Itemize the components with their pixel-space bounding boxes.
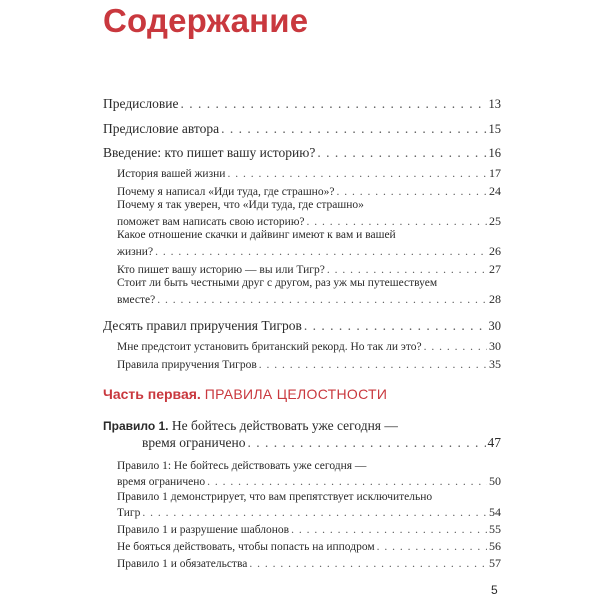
toc-leader-dots (317, 145, 486, 161)
part-label: Часть первая. (103, 386, 201, 402)
toc-page-number: 16 (488, 146, 501, 160)
toc-page-number: 26 (489, 244, 501, 258)
toc-entry-label: Правила приручения Тигров (117, 359, 257, 371)
toc-entry-rule-1[interactable] (142, 435, 501, 451)
toc-page-number: 30 (489, 339, 501, 353)
toc-entry-introduction[interactable] (103, 145, 501, 161)
toc-entry-label: Правило 1 и обязательства (117, 558, 248, 570)
toc-subentry[interactable] (117, 214, 501, 229)
toc-page-number: 50 (489, 474, 501, 488)
toc-entry-first-line: Правило 1 демонстрирует, что вам препятствует исключительно (117, 491, 433, 503)
part-heading[interactable] (103, 386, 387, 402)
toc-subentry[interactable] (117, 184, 501, 199)
toc-entry-label: Предисловие (103, 96, 179, 111)
toc-entry-label: Мне предстоит установить британский рекорд. Но так ли это? (117, 341, 422, 353)
toc-entry-label: Предисловие автора (103, 121, 220, 136)
rule-title-line2: время ограничено (142, 435, 246, 450)
toc-page-number: 27 (489, 262, 501, 276)
toc-entry-label: Правило 1 и разрушение шаблонов (117, 524, 290, 536)
toc-leader-dots (249, 558, 487, 570)
page-number: 5 (491, 583, 498, 597)
rule-heading-first-line[interactable] (103, 418, 398, 434)
toc-leader-dots (377, 541, 487, 553)
toc-entry-label: История вашей жизни (117, 168, 226, 180)
toc-page-number: 56 (489, 539, 501, 553)
toc-entry-label: Не бояться действовать, чтобы попасть на ипподром (117, 541, 375, 553)
toc-leader-dots (304, 318, 487, 334)
toc-entry-label: поможет вам написать свою историю? (117, 216, 305, 228)
toc-leader-dots (142, 507, 487, 519)
toc-entry-label: Введение: кто пишет вашу историю? (103, 145, 316, 160)
toc-subentry[interactable] (117, 474, 501, 489)
toc-page-number: 15 (488, 122, 501, 136)
rule-title-line1: Не бойтесь действовать уже сегодня — (171, 418, 398, 433)
toc-leader-dots (307, 216, 487, 228)
toc-entry-author-foreword[interactable] (103, 121, 501, 137)
toc-entry-label: жизни? (117, 246, 154, 258)
toc-subentry[interactable] (117, 539, 501, 554)
toc-subentry[interactable] (117, 339, 501, 354)
toc-subentry[interactable] (117, 357, 501, 372)
toc-subentry[interactable] (117, 522, 501, 537)
page-title: Содержание (103, 2, 309, 39)
toc-subentry[interactable] (117, 556, 501, 571)
toc-leader-dots (259, 359, 487, 371)
toc-leader-dots (336, 186, 487, 198)
part-title: ПРАВИЛА ЦЕЛОСТНОСТИ (204, 386, 388, 402)
toc-entry-first-line: Почему я так уверен, что «Иди туда, где страшно» (117, 199, 364, 211)
toc-leader-dots (247, 435, 485, 451)
toc-entry-first-line: Стоит ли быть честными друг с другом, раз уж мы путешествуем (117, 277, 438, 289)
toc-leader-dots (291, 524, 487, 536)
toc-subentry[interactable] (117, 505, 501, 520)
toc-subentry[interactable] (117, 166, 501, 181)
toc-subentry[interactable] (117, 292, 501, 307)
toc-subentry[interactable] (117, 244, 501, 259)
toc-leader-dots (157, 294, 487, 306)
toc-subentry[interactable] (117, 262, 501, 277)
toc-page-number: 57 (489, 556, 501, 570)
toc-leader-dots (424, 341, 487, 353)
toc-entry-first-line: Правило 1: Не бойтесь действовать уже сегодня — (117, 460, 367, 472)
toc-entry-label: время ограничено (117, 476, 206, 488)
toc-leader-dots (227, 168, 487, 180)
toc-entry-ten-rules[interactable] (103, 318, 501, 334)
toc-page-number: 54 (489, 505, 501, 519)
toc-page-number: 47 (487, 435, 501, 450)
toc-entry-foreword[interactable] (103, 96, 501, 112)
toc-leader-dots (180, 96, 486, 112)
toc-entry-label: вместе? (117, 294, 156, 306)
toc-page-number: 28 (489, 292, 501, 306)
toc-page-number: 13 (488, 97, 501, 111)
toc-page-number: 35 (489, 357, 501, 371)
toc-leader-dots (155, 246, 487, 258)
toc-page-number: 24 (489, 184, 501, 198)
toc-entry-label: Десять правил приручения Тигров (103, 318, 302, 333)
toc-page-number: 25 (489, 214, 501, 228)
rule-label: Правило 1. (103, 419, 169, 433)
toc-page-number: 17 (489, 166, 501, 180)
toc-entry-label: Почему я написал «Иди туда, где страшно»? (117, 186, 335, 198)
toc-page-number: 55 (489, 522, 501, 536)
toc-page-number: 30 (488, 319, 501, 333)
toc-leader-dots (207, 476, 487, 488)
toc-leader-dots (221, 121, 486, 137)
toc-leader-dots (327, 264, 487, 276)
toc-entry-label: Кто пишет вашу историю — вы или Тигр? (117, 264, 325, 276)
toc-entry-first-line: Какое отношение скачки и дайвинг имеют к вам и вашей (117, 229, 396, 241)
toc-entry-label: Тигр (117, 507, 141, 519)
